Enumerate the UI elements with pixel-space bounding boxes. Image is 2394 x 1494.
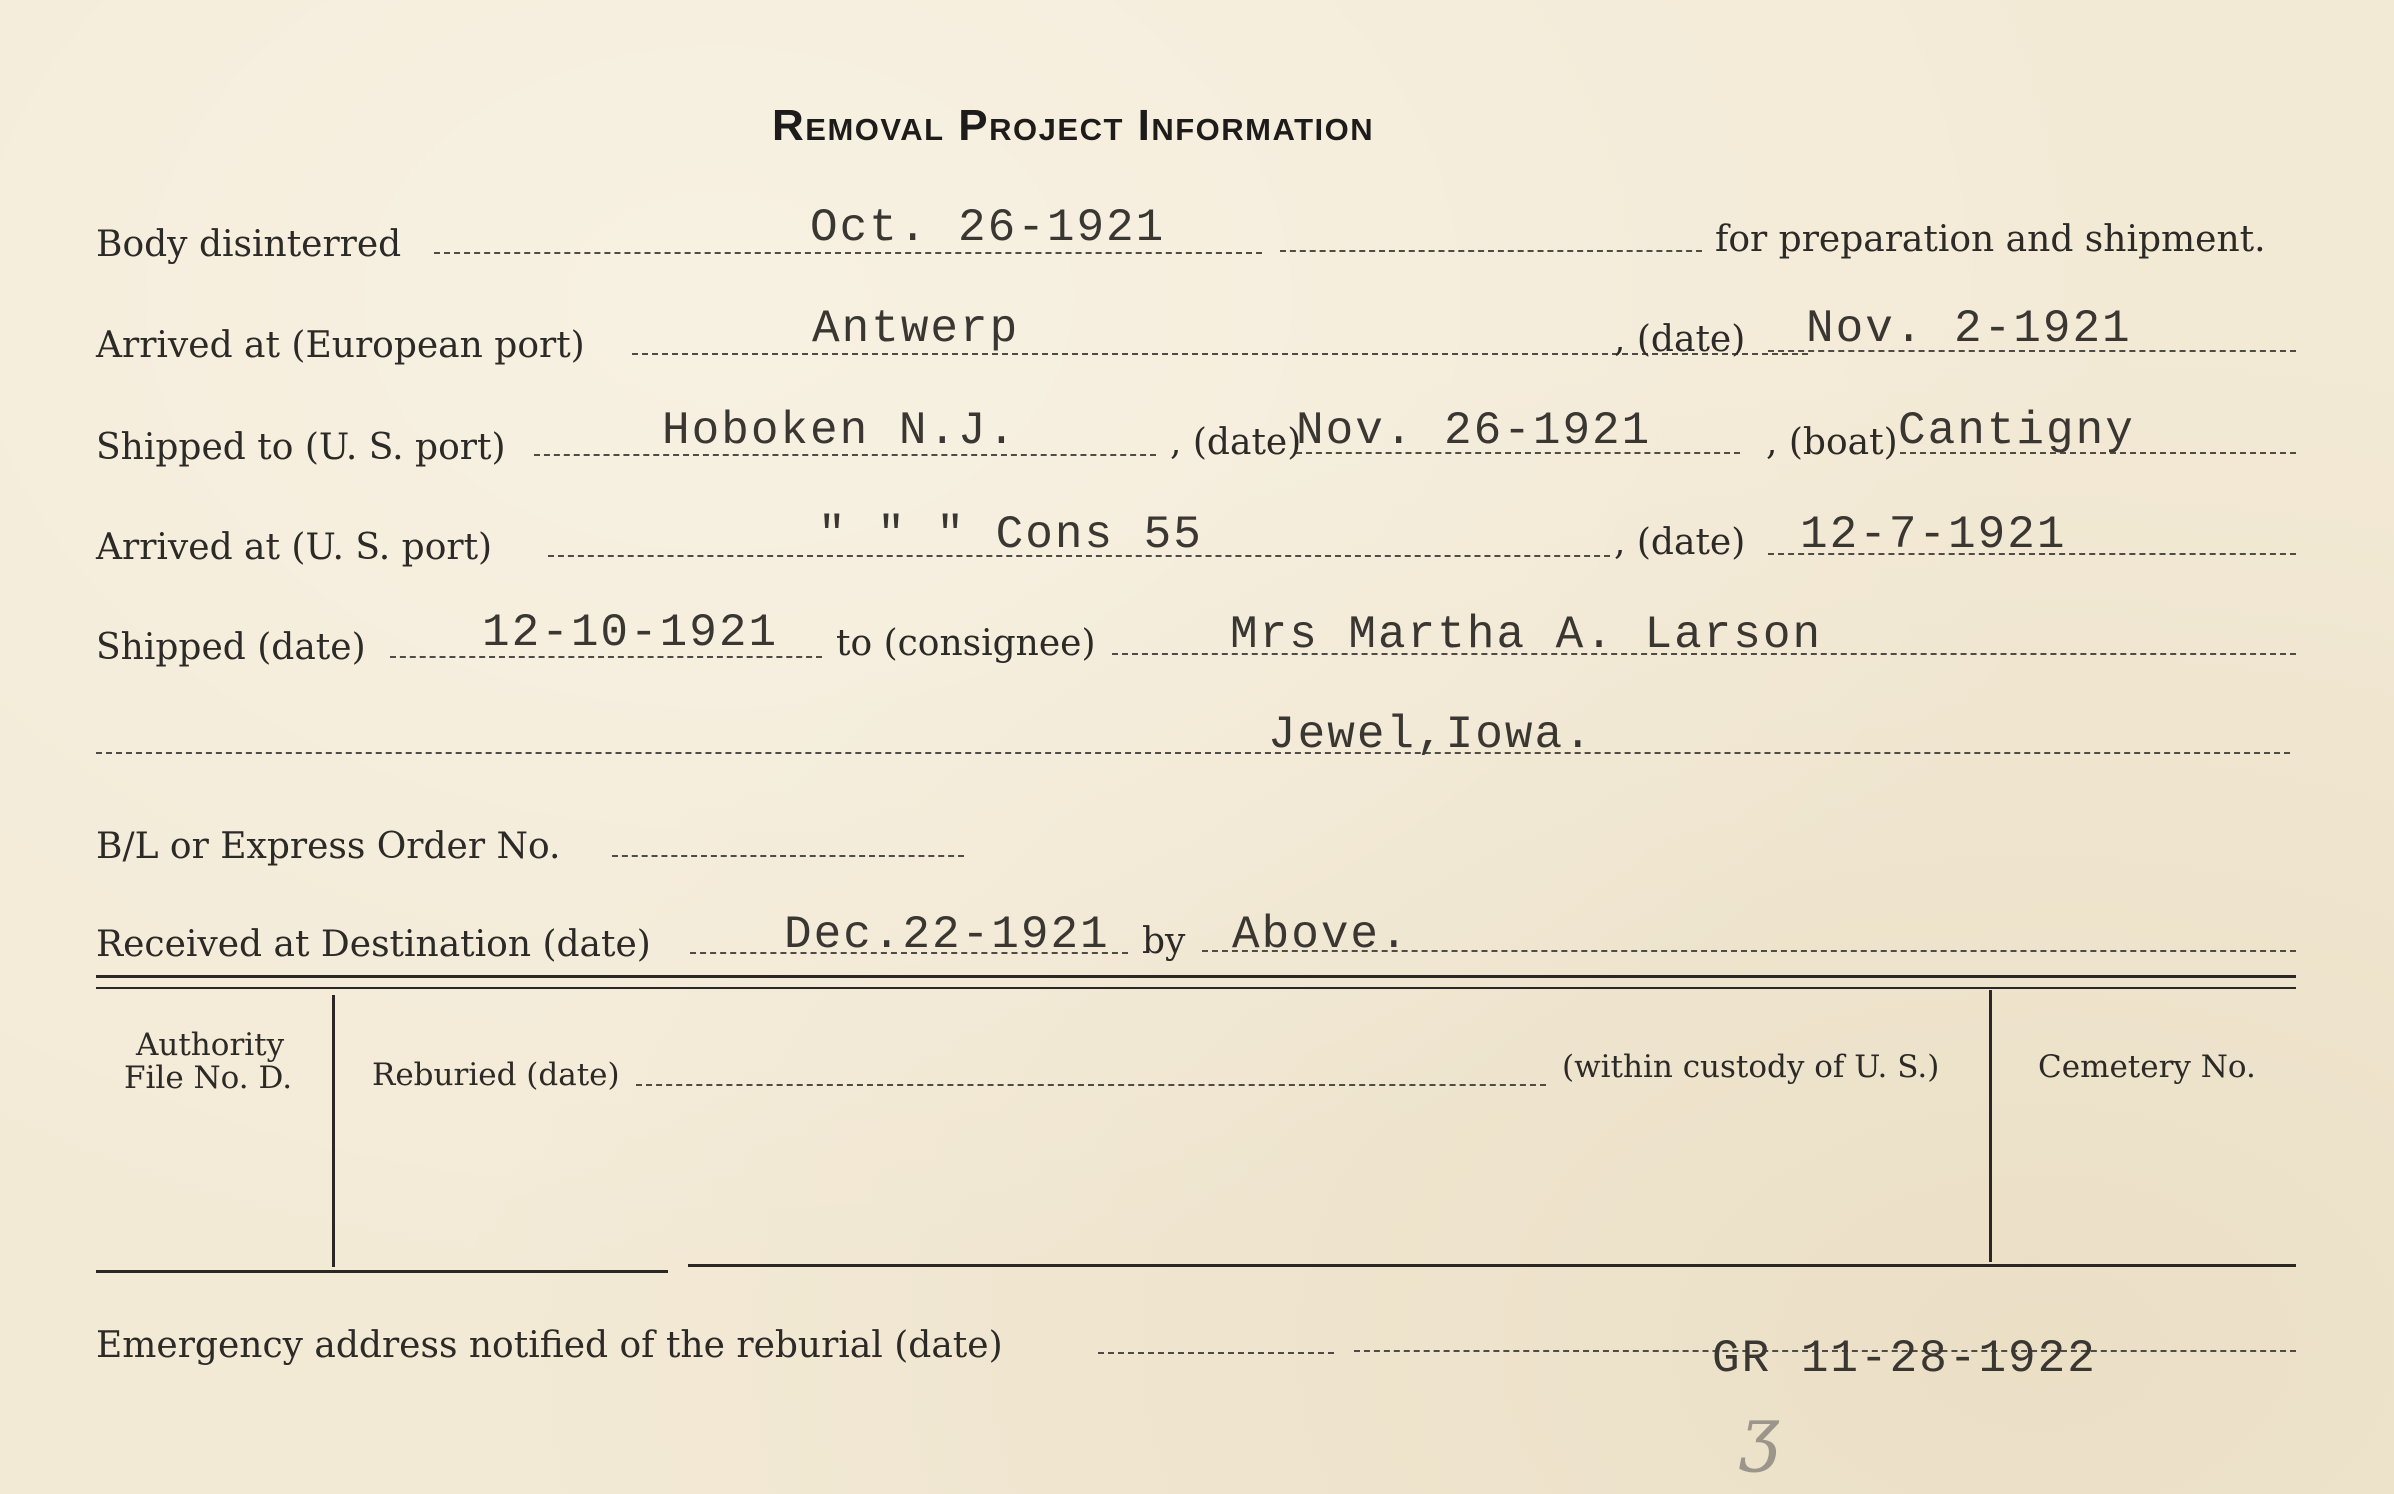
field-line [612, 855, 964, 857]
label-date: , (date) [1170, 422, 1302, 463]
label-preparation-shipment: for preparation and shipment. [1715, 219, 2266, 260]
label-emergency-address: Emergency address notified of the reburial (date) [96, 1325, 1003, 1366]
label-bl-express-order: B/L or Express Order No. [96, 826, 561, 867]
field-line [636, 1084, 1546, 1086]
value-received-by: Above. [1232, 909, 1410, 961]
table-top-rule [96, 975, 2296, 978]
label-shipped-to-us-port: Shipped to (U. S. port) [96, 427, 506, 468]
value-arrived-us-date: 12-7-1921 [1800, 509, 2067, 561]
value-european-date: Nov. 2-1921 [1806, 303, 2132, 355]
value-consignee-address: Jewel,Iowa. [1268, 709, 1594, 761]
field-line [1280, 250, 1702, 252]
value-received-date: Dec.22-1921 [784, 909, 1110, 961]
label-arrived-us-port: Arrived at (U. S. port) [96, 527, 493, 568]
label-to-consignee: to (consignee) [836, 623, 1096, 664]
label-within-custody: (within custody of U. S.) [1562, 1049, 1940, 1085]
column-divider [1989, 990, 1992, 1262]
label-by: by [1142, 921, 1186, 962]
value-consignee-name: Mrs Martha A. Larson [1230, 609, 1823, 661]
value-emergency-notice: GR 11-28-1922 [1712, 1333, 2097, 1385]
value-shipped-date: Nov. 26-1921 [1296, 405, 1652, 457]
label-file-no: File No. D. [124, 1060, 293, 1096]
table-top-rule-inner [96, 987, 2296, 989]
label-cemetery-no: Cemetery No. [2038, 1049, 2256, 1085]
label-boat: , (boat) [1766, 422, 1898, 463]
field-line [96, 752, 2290, 754]
label-date: , (date) [1614, 319, 1746, 360]
value-shipped-date: 12-10-1921 [482, 607, 779, 659]
value-arrived-us-port: " " " Cons 55 [818, 509, 1203, 561]
value-european-port: Antwerp [812, 303, 1020, 355]
pencil-mark: ʒ [1740, 1392, 1780, 1474]
table-bottom-rule [96, 1270, 668, 1273]
field-line [1098, 1352, 1334, 1354]
value-boat: Cantigny [1898, 405, 2135, 457]
value-us-port: Hoboken N.J. [662, 405, 1018, 457]
label-arrived-european-port: Arrived at (European port) [96, 325, 585, 366]
label-shipped-date: Shipped (date) [96, 627, 366, 668]
column-divider [332, 995, 335, 1267]
label-body-disinterred: Body disinterred [96, 224, 402, 265]
card-title: Removal Project Information [772, 101, 1375, 150]
table-bottom-rule [688, 1264, 2296, 1267]
label-date: , (date) [1614, 522, 1746, 563]
label-reburied-date: Reburied (date) [372, 1057, 620, 1093]
label-authority: Authority [136, 1027, 285, 1063]
label-received-destination: Received at Destination (date) [96, 924, 651, 965]
value-disinterred-date: Oct. 26-1921 [810, 202, 1166, 254]
